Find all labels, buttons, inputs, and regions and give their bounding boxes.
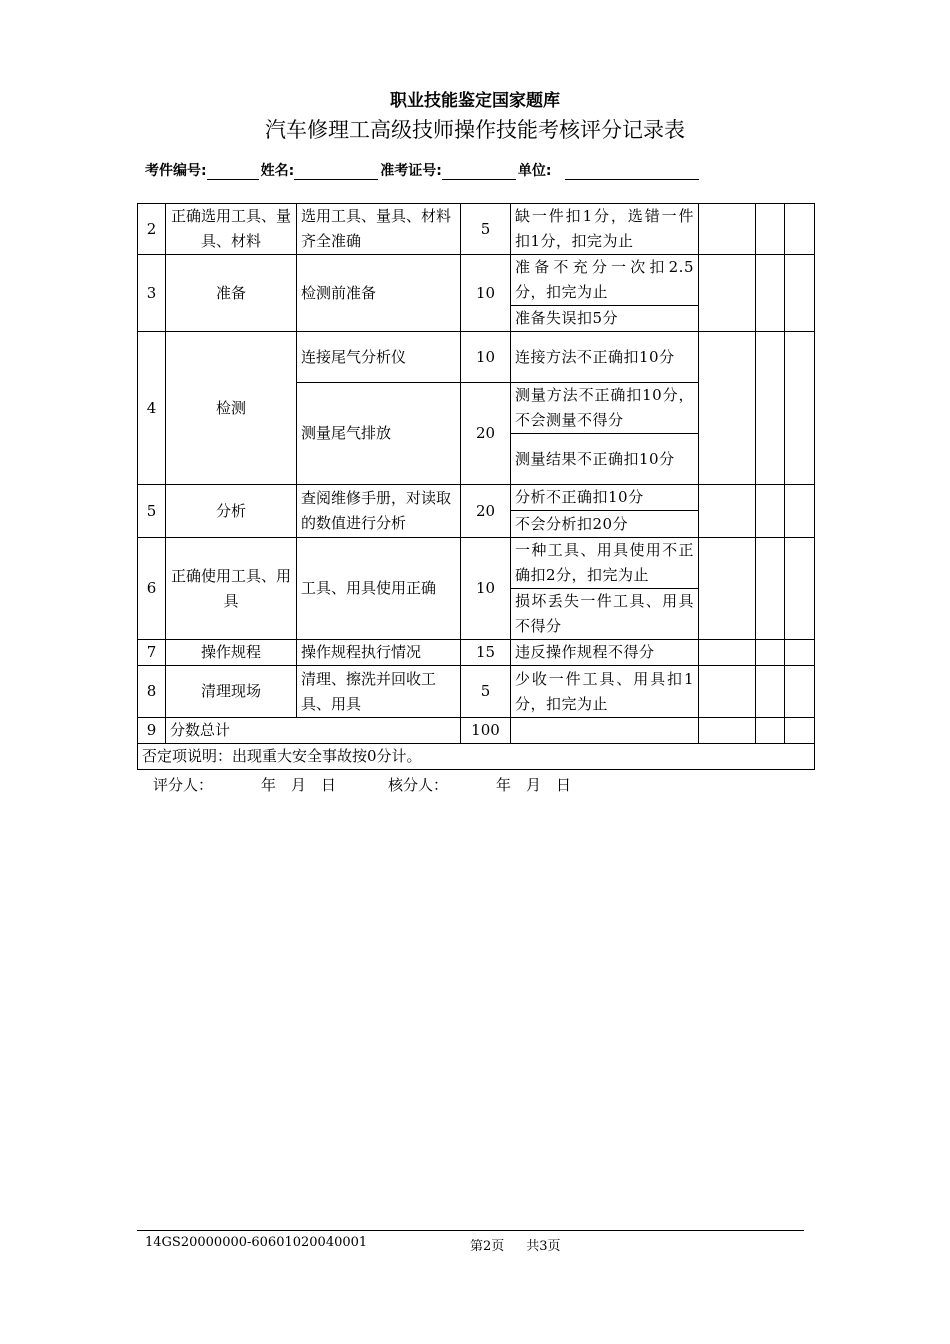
- row-no: 3: [138, 255, 166, 332]
- item-no-field[interactable]: [207, 163, 259, 180]
- checker-label: 核分人：: [388, 776, 449, 794]
- blank-cell[interactable]: [699, 718, 756, 744]
- checker-date: 年 月 日: [496, 776, 572, 794]
- scoring-criteria: 违反操作规程不得分: [511, 640, 699, 666]
- assessment-content: 测量尾气排放: [297, 383, 461, 485]
- blank-cell[interactable]: [785, 718, 815, 744]
- assessment-item: 准备: [166, 255, 297, 332]
- row-no: 9: [138, 718, 166, 744]
- table-row: [138, 666, 815, 718]
- scoring-criteria: 不会分析扣20分: [511, 511, 699, 538]
- blank-cell[interactable]: [699, 485, 756, 538]
- assessment-content: 工具、用具使用正确: [297, 538, 461, 640]
- blank-cell[interactable]: [699, 255, 756, 332]
- blank-cell[interactable]: [699, 538, 756, 640]
- blank-cell[interactable]: [785, 485, 815, 538]
- table-row: [138, 538, 815, 589]
- total-score: 100: [461, 718, 511, 744]
- blank-cell[interactable]: [785, 666, 815, 718]
- blank-cell[interactable]: [699, 640, 756, 666]
- score-table: [137, 203, 815, 770]
- ticket-label: 准考证号:: [380, 163, 442, 179]
- blank-cell[interactable]: [511, 718, 699, 744]
- blank-cell[interactable]: [699, 666, 756, 718]
- blank-cell[interactable]: [699, 204, 756, 255]
- footer-divider: [137, 1230, 804, 1231]
- blank-cell[interactable]: [785, 255, 815, 332]
- blank-cell[interactable]: [699, 332, 756, 485]
- ticket-field[interactable]: [442, 163, 516, 180]
- table-row: [138, 255, 815, 306]
- table-row: [138, 744, 815, 770]
- blank-cell[interactable]: [785, 640, 815, 666]
- assessment-item: 操作规程: [166, 640, 297, 666]
- assigned-score: 10: [461, 538, 511, 640]
- scoring-criteria: 测量方法不正确扣10分，不会测量不得分: [511, 383, 699, 434]
- blank-cell[interactable]: [756, 332, 785, 485]
- table-row: [138, 485, 815, 511]
- current-page: 第2页: [470, 1239, 505, 1254]
- total-pages: 共3页: [526, 1239, 561, 1254]
- assessment-item: 清理现场: [166, 666, 297, 718]
- candidate-info-line: [145, 160, 701, 180]
- assessment-content: 检测前准备: [297, 255, 461, 332]
- row-no: 2: [138, 204, 166, 255]
- assigned-score: 5: [461, 666, 511, 718]
- signature-line: [153, 774, 571, 795]
- assessment-content: 清理、擦洗并回收工具、用具: [297, 666, 461, 718]
- blank-cell[interactable]: [756, 718, 785, 744]
- item-no-label: 考件编号:: [145, 163, 207, 179]
- total-label: 分数总计: [166, 718, 461, 744]
- scoring-criteria: 少收一件工具、用具扣1分，扣完为止: [511, 666, 699, 718]
- scoring-criteria: 测量结果不正确扣10分: [511, 434, 699, 485]
- document-code: 14GS20000000-60601020040001: [145, 1235, 368, 1250]
- row-no: 5: [138, 485, 166, 538]
- scoring-criteria: 准备不充分一次扣2.5分，扣完为止: [511, 255, 699, 306]
- row-no: 6: [138, 538, 166, 640]
- table-row: [138, 718, 815, 744]
- table-row: [138, 640, 815, 666]
- blank-cell[interactable]: [785, 538, 815, 640]
- assessment-item: 正确选用工具、量具、材料: [166, 204, 297, 255]
- page-number: [470, 1235, 561, 1254]
- scoring-criteria: 缺一件扣1分，选错一件扣1分，扣完为止: [511, 204, 699, 255]
- scorer-label: 评分人：: [153, 776, 214, 794]
- assigned-score: 10: [461, 332, 511, 383]
- assigned-score: 20: [461, 485, 511, 538]
- unit-label: 单位:: [517, 163, 552, 179]
- library-title: 职业技能鉴定国家题库: [390, 91, 560, 111]
- scoring-criteria: 连接方法不正确扣10分: [511, 332, 699, 383]
- scoring-criteria: 损坏丢失一件工具、用具不得分: [511, 589, 699, 640]
- blank-cell[interactable]: [756, 485, 785, 538]
- name-label: 姓名:: [260, 163, 295, 179]
- blank-cell[interactable]: [785, 204, 815, 255]
- assigned-score: 20: [461, 383, 511, 485]
- form-title: 汽车修理工高级技师操作技能考核评分记录表: [265, 118, 685, 142]
- unit-field[interactable]: [565, 163, 699, 180]
- table-row: [138, 332, 815, 383]
- blank-cell[interactable]: [756, 640, 785, 666]
- assessment-item: 正确使用工具、用具: [166, 538, 297, 640]
- veto-note: 否定项说明：出现重大安全事故按0分计。: [138, 744, 815, 770]
- name-field[interactable]: [294, 163, 378, 180]
- assigned-score: 15: [461, 640, 511, 666]
- blank-cell[interactable]: [785, 332, 815, 485]
- assessment-content: 连接尾气分析仪: [297, 332, 461, 383]
- assessment-item: 分析: [166, 485, 297, 538]
- blank-cell[interactable]: [756, 538, 785, 640]
- blank-cell[interactable]: [756, 666, 785, 718]
- table-row: [138, 204, 815, 255]
- scoring-criteria: 准备失误扣5分: [511, 306, 699, 332]
- assigned-score: 10: [461, 255, 511, 332]
- assessment-content: 查阅维修手册，对读取的数值进行分析: [297, 485, 461, 538]
- row-no: 4: [138, 332, 166, 485]
- blank-cell[interactable]: [756, 255, 785, 332]
- row-no: 7: [138, 640, 166, 666]
- assessment-content: 操作规程执行情况: [297, 640, 461, 666]
- scoring-criteria: 分析不正确扣10分: [511, 485, 699, 511]
- assigned-score: 5: [461, 204, 511, 255]
- scoring-criteria: 一种工具、用具使用不正确扣2分，扣完为止: [511, 538, 699, 589]
- assessment-content: 选用工具、量具、材料齐全准确: [297, 204, 461, 255]
- row-no: 8: [138, 666, 166, 718]
- blank-cell[interactable]: [756, 204, 785, 255]
- scorer-date: 年 月 日: [261, 776, 337, 794]
- assessment-item: 检测: [166, 332, 297, 485]
